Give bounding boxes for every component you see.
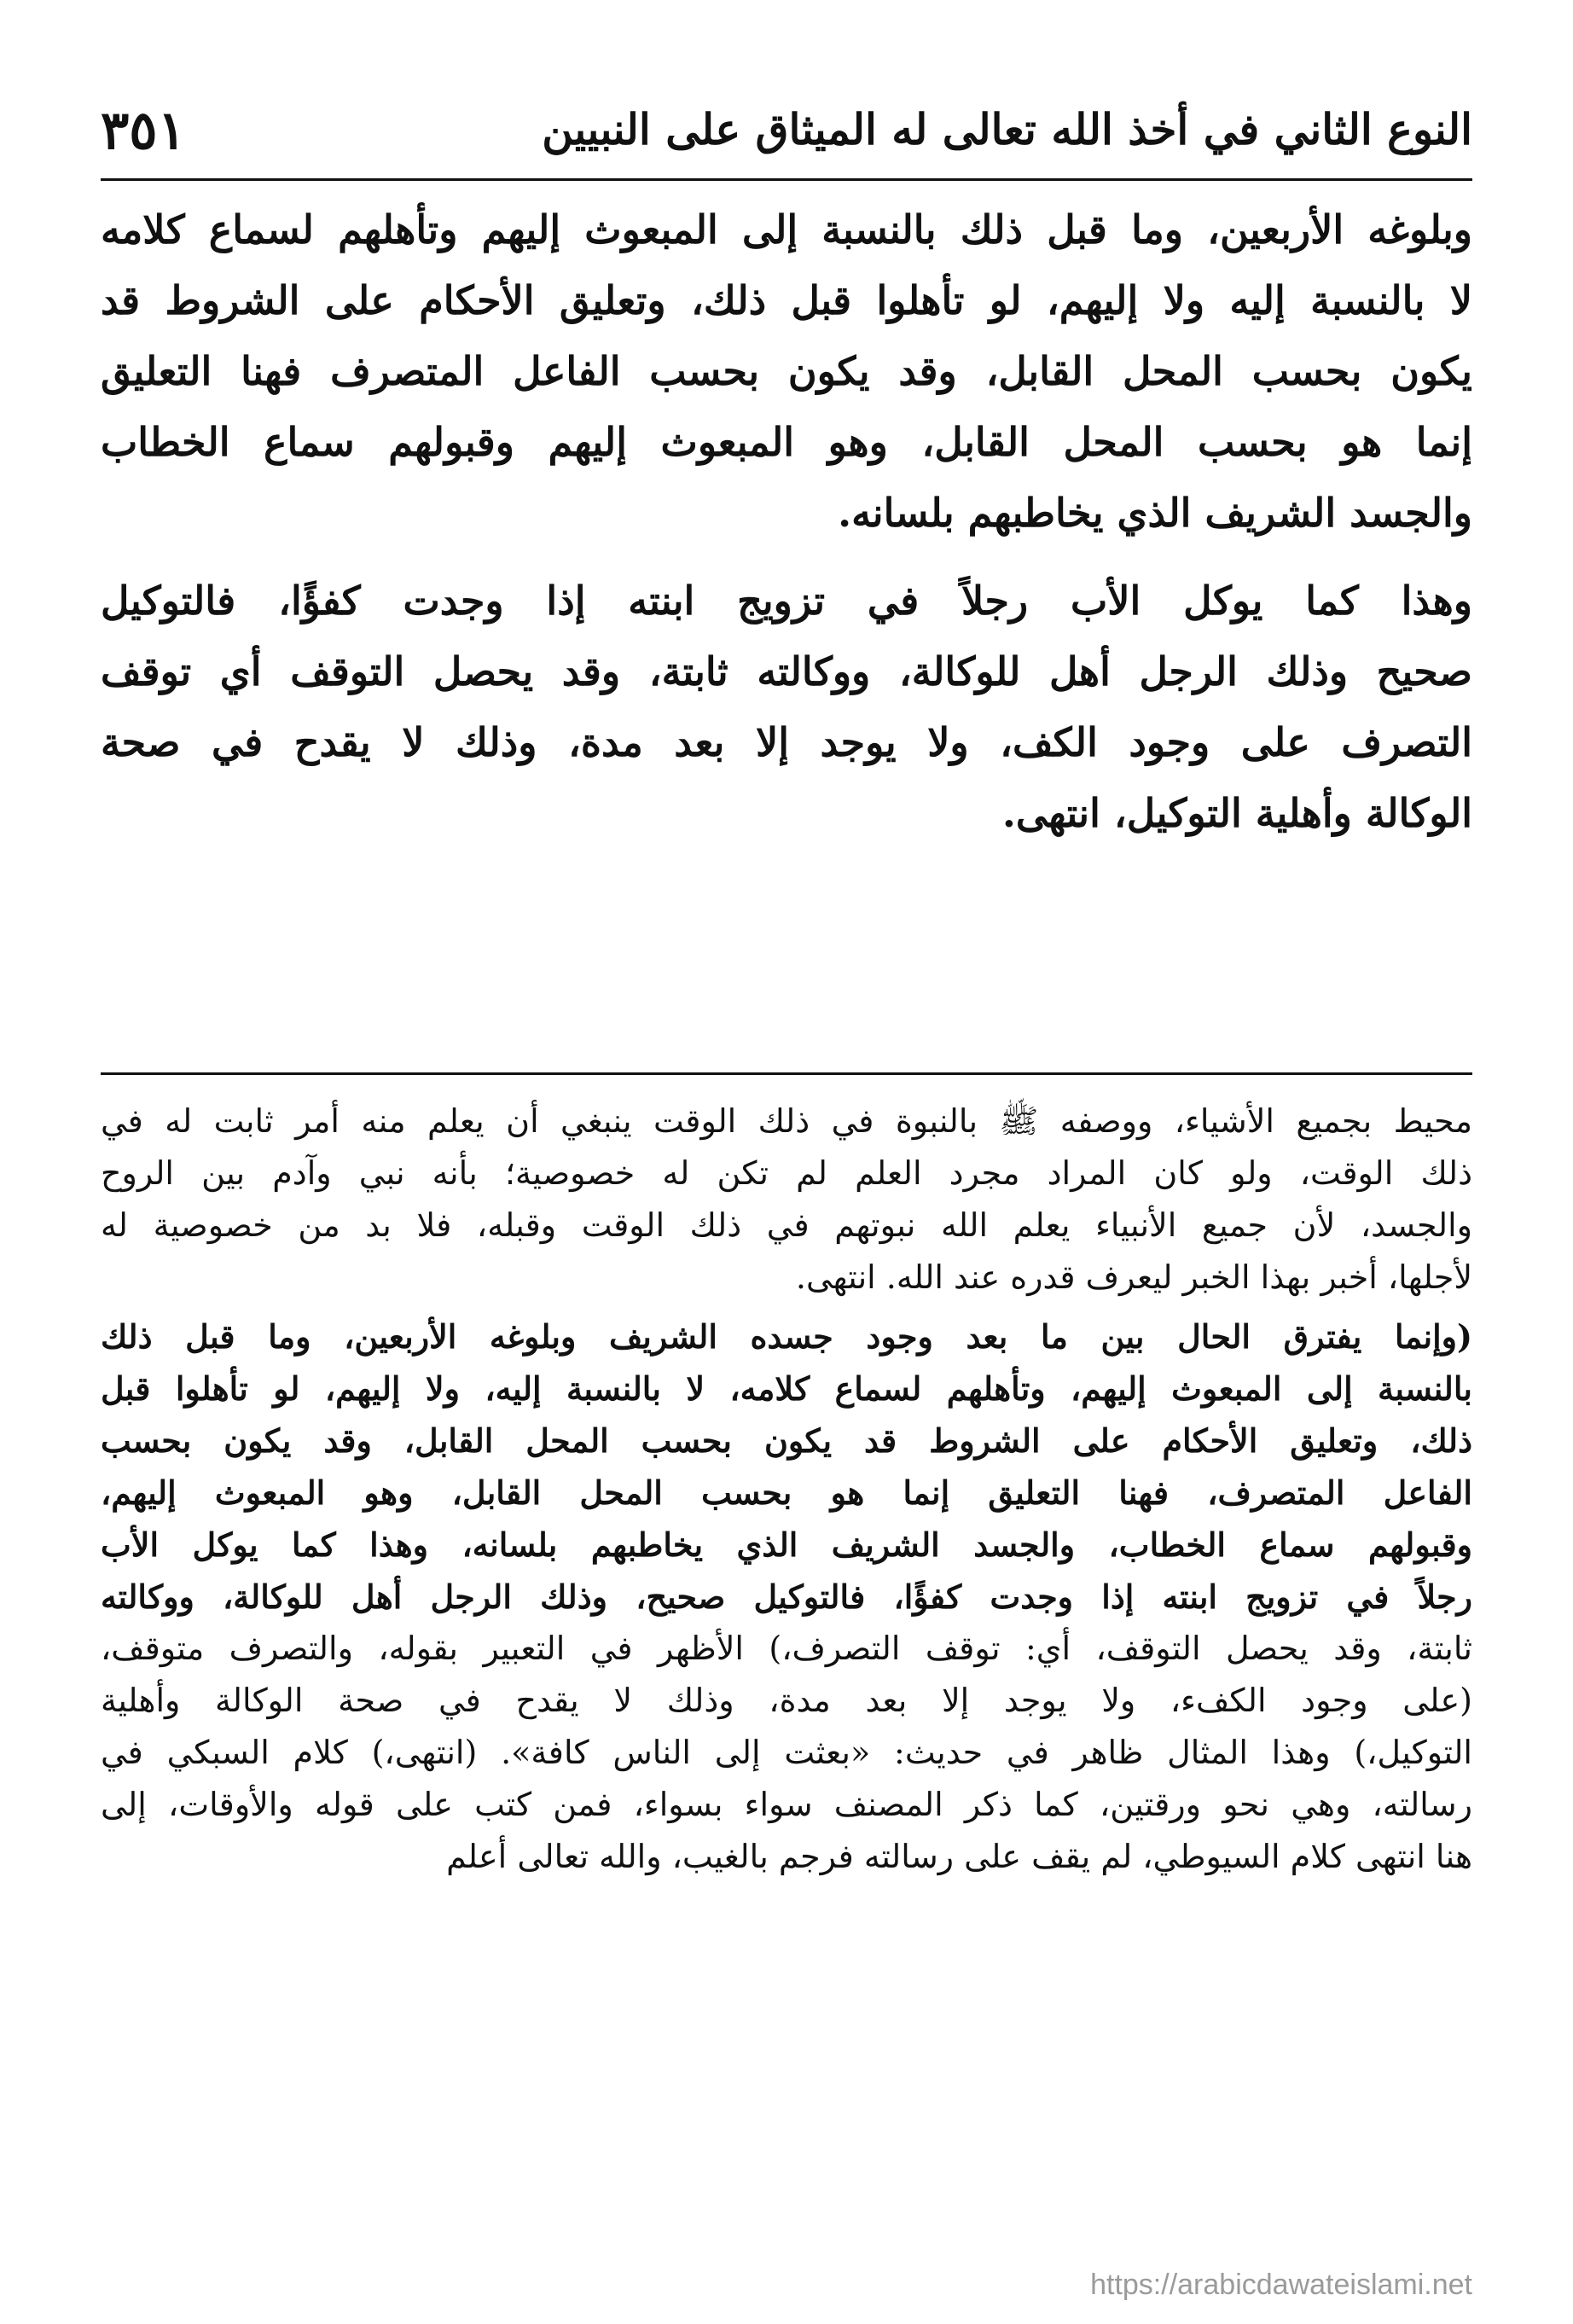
text-line: صحيح وذلك الرجل أهل للوكالة، ووكالته ثابتة، وقد يحصل التوقف أي توقف — [101, 648, 1472, 694]
footnote-spacer — [101, 1304, 1472, 1310]
footnote-block — [101, 1310, 1472, 1883]
footnote-block — [101, 1095, 1472, 1304]
footnote-line: الفاعل المتصرف، فهنا التعليق إنما هو بحسب المحل القابل، وهو المبعوث إليهم، — [101, 1473, 1472, 1512]
text-line: يكون بحسب المحل القابل، وقد يكون بحسب الفاعل المتصرف فهنا التعليق — [101, 348, 1472, 394]
source-watermark: https://arabicdawateislami.net — [1090, 2269, 1472, 2301]
footnote-line: لأجلها، أخبر بهذا الخبر ليعرف قدره عند الله. انتهى. — [795, 1258, 1472, 1296]
main-text — [101, 195, 1472, 849]
text-line: وبلوغه الأربعين، وما قبل ذلك بالنسبة إلى المبعوث إليهم وتأهلهم لسماع كلامه — [101, 206, 1472, 253]
text-line: لا بالنسبة إليه ولا إليهم، لو تأهلوا قبل ذلك، وتعليق الأحكام على الشروط قد — [101, 277, 1472, 323]
text-line: والجسد الشريف الذي يخاطبهم بلسانه. — [838, 490, 1472, 536]
footnote-line: وقبولهم سماع الخطاب، والجسد الشريف الذي يخاطبهم بلسانه، وهذا كما يوكل الأب — [101, 1525, 1472, 1564]
footnote-line: رسالته، وهي نحو ورقتين، كما ذكر المصنف سواء بسواء، فمن كتب على قوله والأوقات، إلى — [101, 1786, 1472, 1823]
header-divider — [101, 178, 1472, 181]
text-line: التصرف على وجود الكف، ولا يوجد إلا بعد مدة، وذلك لا يقدح في صحة — [101, 719, 1472, 765]
footnote-line: محيط بجميع الأشياء، ووصفه ﷺ بالنبوة في ذلك الوقت ينبغي أن يعلم منه أمر ثابت له في — [101, 1102, 1472, 1140]
footnote-line: ذلك، وتعليق الأحكام على الشروط قد يكون بحسب المحل القابل، وقد يكون بحسب — [101, 1421, 1472, 1460]
paragraph — [101, 566, 1472, 849]
footnote-line: والجسد، لأن جميع الأنبياء يعلم الله نبوتهم في ذلك الوقت وقبله، فلا بد من خصوصية له — [101, 1206, 1472, 1244]
footnote-line: هنا انتهى كلام السيوطي، لم يقف على رسالته فرجم بالغيب، والله تعالى أعلم — [446, 1838, 1472, 1875]
footnote-line: بالنسبة إلى المبعوث إليهم، وتأهلهم لسماع كلامه، لا بالنسبة إليه، ولا إليهم، لو تأهلوا قبل — [101, 1369, 1472, 1408]
paragraph — [101, 195, 1472, 549]
footnotes-section — [101, 1095, 1472, 1883]
footnote-line: ثابتة، وقد يحصل التوقف، أي: توقف التصرف،) الأظهر في التعبير بقوله، والتصرف متوقف، — [101, 1630, 1472, 1667]
footnote-line: التوكيل،) وهذا المثال ظاهر في حديث: «بعثت إلى الناس كافة». (انتهى،) كلام السبكي في — [101, 1734, 1472, 1771]
paragraph-spacer — [101, 549, 1472, 566]
page-header — [101, 96, 1472, 177]
text-line: إنما هو بحسب المحل القابل، وهو المبعوث إليهم وقبولهم سماع الخطاب — [101, 419, 1472, 465]
running-title: النوع الثاني في أخذ الله تعالى له الميثاق على النبيين — [542, 104, 1472, 154]
footnote-divider — [101, 1072, 1472, 1075]
footnote-line: رجلاً في تزويج ابنته إذا وجدت كفؤًا، فالتوكيل صحيح، وذلك الرجل أهل للوكالة، ووكالته — [101, 1577, 1472, 1616]
text-line: الوكالة وأهلية التوكيل، انتهى. — [1001, 790, 1472, 836]
text-line: وهذا كما يوكل الأب رجلاً في تزويج ابنته إذا وجدت كفؤًا، فالتوكيل — [101, 578, 1472, 624]
page-number: ٣٥١ — [101, 99, 186, 161]
footnote-line: ذلك الوقت، ولو كان المراد مجرد العلم لم تكن له خصوصية؛ بأنه نبي وآدم بين الروح — [101, 1154, 1472, 1192]
footnote-line: (على وجود الكفء، ولا يوجد إلا بعد مدة، وذلك لا يقدح في صحة الوكالة وأهلية — [101, 1682, 1472, 1719]
footnote-line: (وإنما يفترق الحال بين ما بعد وجود جسده الشريف وبلوغه الأربعين، وما قبل ذلك — [101, 1317, 1472, 1356]
